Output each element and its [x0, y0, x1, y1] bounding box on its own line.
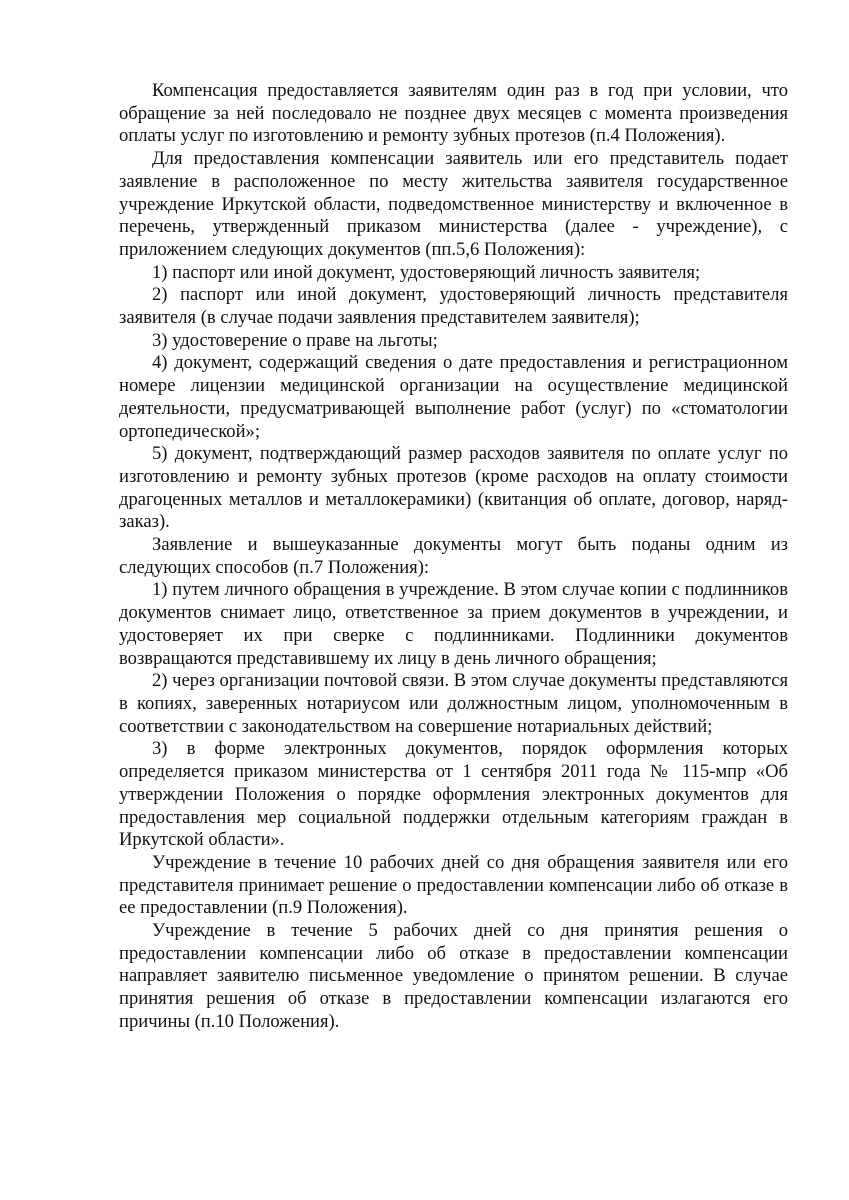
paragraph-compensation-frequency: Компенсация предоставляется заявителям один раз в год при условии, что обращение за ней последовало не позднее двух месяцев с момента произведения оплаты услуг по изготовлению и ремонту зубных протезов (п.4 Положения). — [119, 80, 788, 147]
list-item-document-4: 4) документ, содержащий сведения о дате предоставления и регистрационном номере лицензии медицинской организации на осуществление медицинской деятельности, предусматривающей выполнение работ (услуг) по «стоматологии ортопедической»; — [119, 352, 788, 442]
list-item-document-3: 3) удостоверение о праве на льготы; — [152, 329, 438, 351]
paragraph-submission-methods: Заявление и вышеуказанные документы могут быть поданы одним из следующих способов (п.7 Положения): — [119, 534, 788, 578]
list-item-method-3: 3) в форме электронных документов, порядок оформления которых определяется приказом министерства от 1 сентября 2011 года № 115-мпр «Об утверждении Положения о порядке оформления электронных документов для предоставления мер социальной поддержки отдельным категориям граждан в Иркутской области». — [119, 738, 788, 851]
paragraph-decision-deadline: Учреждение в течение 10 рабочих дней со дня обращения заявителя или его представителя принимает решение о предоставлении компенсации либо об отказе в ее предоставлении (п.9 Положения). — [119, 851, 788, 919]
list-item-method-1: 1) путем личного обращения в учреждение. В этом случае копии с подлинников документов снимает лицо, ответственное за прием документов в учреждении, и удостоверяет их при сверке с подлинниками. Подлинники документов возвращаются представившему их лицу в день личного обращения; — [119, 579, 788, 669]
list-item-method-2: 2) через организации почтовой связи. В этом случае документы представляются в копиях, заверенных нотариусом или должностным лицом, уполномоченным в соответствии с законодательством на совершение нотариальных действий; — [119, 670, 788, 737]
document-page — [119, 80, 788, 1034]
paragraph-application-procedure: Для предоставления компенсации заявитель или его представитель подает заявление в расположенное по месту жительства заявителя государственное учреждение Иркутской области, подведомственное министерству и включенное в перечень, утвержденный приказом министерства (далее - учреждение), с приложением следующих документов (пп.5,6 Положения): — [119, 148, 788, 260]
list-item-document-1: 1) паспорт или иной документ, удостоверяющий личность заявителя; — [152, 261, 701, 283]
list-item-document-2: 2) паспорт или иной документ, удостоверяющий личность представителя заявителя (в случае подачи заявления представителем заявителя); — [119, 284, 788, 329]
list-item-document-5: 5) документ, подтверждающий размер расходов заявителя по оплате услуг по изготовлению и ремонту зубных протезов (кроме расходов на оплату стоимости драгоценных металлов и металлокерамики) (квитанция об оплате, договор, наряд-заказ). — [119, 443, 788, 533]
paragraph-notification: Учреждение в течение 5 рабочих дней со дня принятия решения о предоставлении компенсации либо об отказе в предоставлении компенсации направляет заявителю письменное уведомление о принятом решении. В случае принятия решения об отказе в предоставлении компенсации излагаются его причины (п.10 Положения). — [119, 920, 788, 1032]
